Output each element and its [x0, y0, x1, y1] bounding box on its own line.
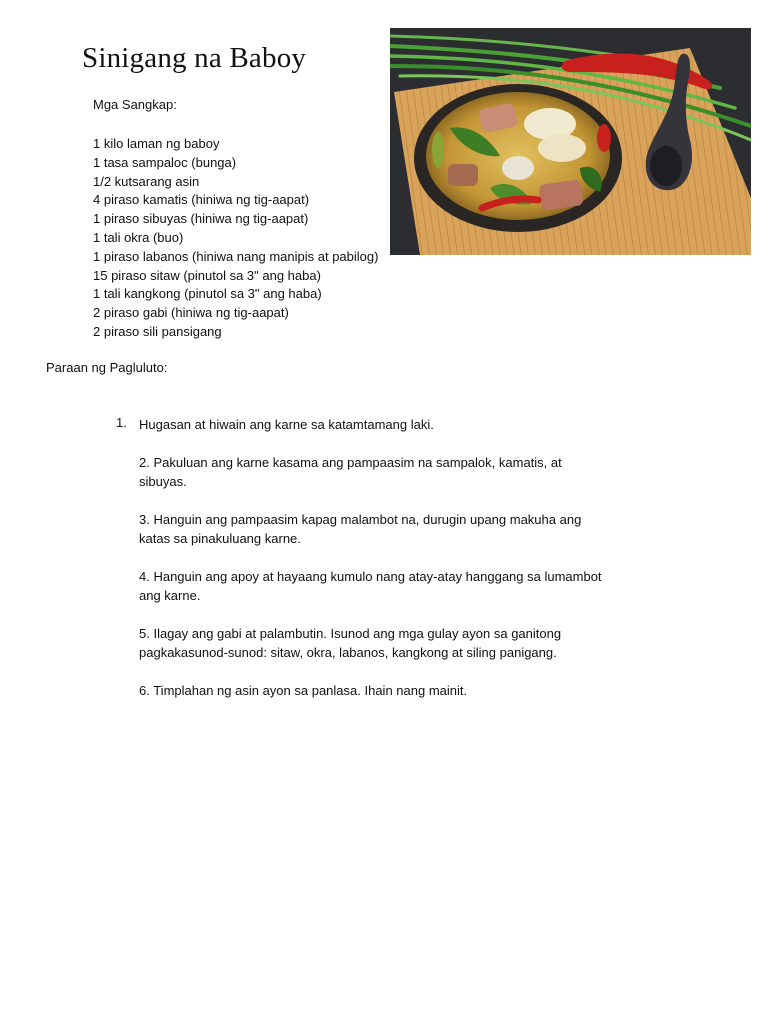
ingredients-list — [93, 135, 378, 342]
method-heading: Paraan ng Pagluluto: — [46, 360, 168, 375]
cooking-step: 3. Hanguin ang pampaasim kapag malambot na, durugin upang makuha ang katas sa pinakuluang karne. — [139, 512, 582, 546]
ingredient-item: 1 piraso labanos (hiniwa nang manipis at pabilog) — [93, 248, 379, 264]
steps-list — [139, 415, 609, 719]
cooking-step: 2. Pakuluan ang karne kasama ang pampaasim na sampalok, kamatis, at sibuyas. — [139, 455, 562, 489]
sinigang-photo — [390, 28, 751, 255]
recipe-title: Sinigang na Baboy — [82, 42, 307, 74]
cooking-step: 5. Ilagay ang gabi at palambutin. Isunod ang mga gulay ayon sa ganitong pagkakasunod-sunod: sitaw, okra, labanos, kangkong at siling panigang. — [139, 626, 562, 660]
ingredient-item: 4 piraso kamatis (hiniwa ng tig-aapat) — [93, 192, 310, 208]
ingredient-item: 2 piraso gabi (hiniwa ng tig-aapat) — [93, 305, 289, 321]
cooking-step: 6. Timplahan ng asin ayon sa panlasa. Ihain nang mainit. — [139, 683, 468, 698]
ingredient-item: 1 tali kangkong (pinutol sa 3" ang haba) — [93, 286, 322, 302]
ingredient-item: 1 tasa sampaloc (bunga) — [93, 154, 237, 170]
ingredient-item: 1/2 kutsarang asin — [93, 173, 200, 189]
first-step-number: 1. — [116, 415, 127, 430]
ingredient-item: 1 tali okra (buo) — [93, 229, 184, 245]
cooking-step: Hugasan at hiwain ang karne sa katamtamang laki. — [139, 417, 434, 432]
ingredient-item: 15 piraso sitaw (pinutol sa 3" ang haba) — [93, 267, 321, 283]
ingredient-item: 1 kilo laman ng baboy — [93, 136, 220, 151]
ingredient-item: 2 piraso sili pansigang — [93, 323, 222, 339]
sinigang-photo-illustration — [390, 28, 751, 255]
ingredients-heading: Mga Sangkap: — [93, 97, 177, 112]
cooking-step: 4. Hanguin ang apoy at hayaang kumulo nang atay-atay hanggang sa lumambot ang karne. — [139, 569, 602, 603]
ingredient-item: 1 piraso sibuyas (hiniwa ng tig-aapat) — [93, 211, 309, 227]
